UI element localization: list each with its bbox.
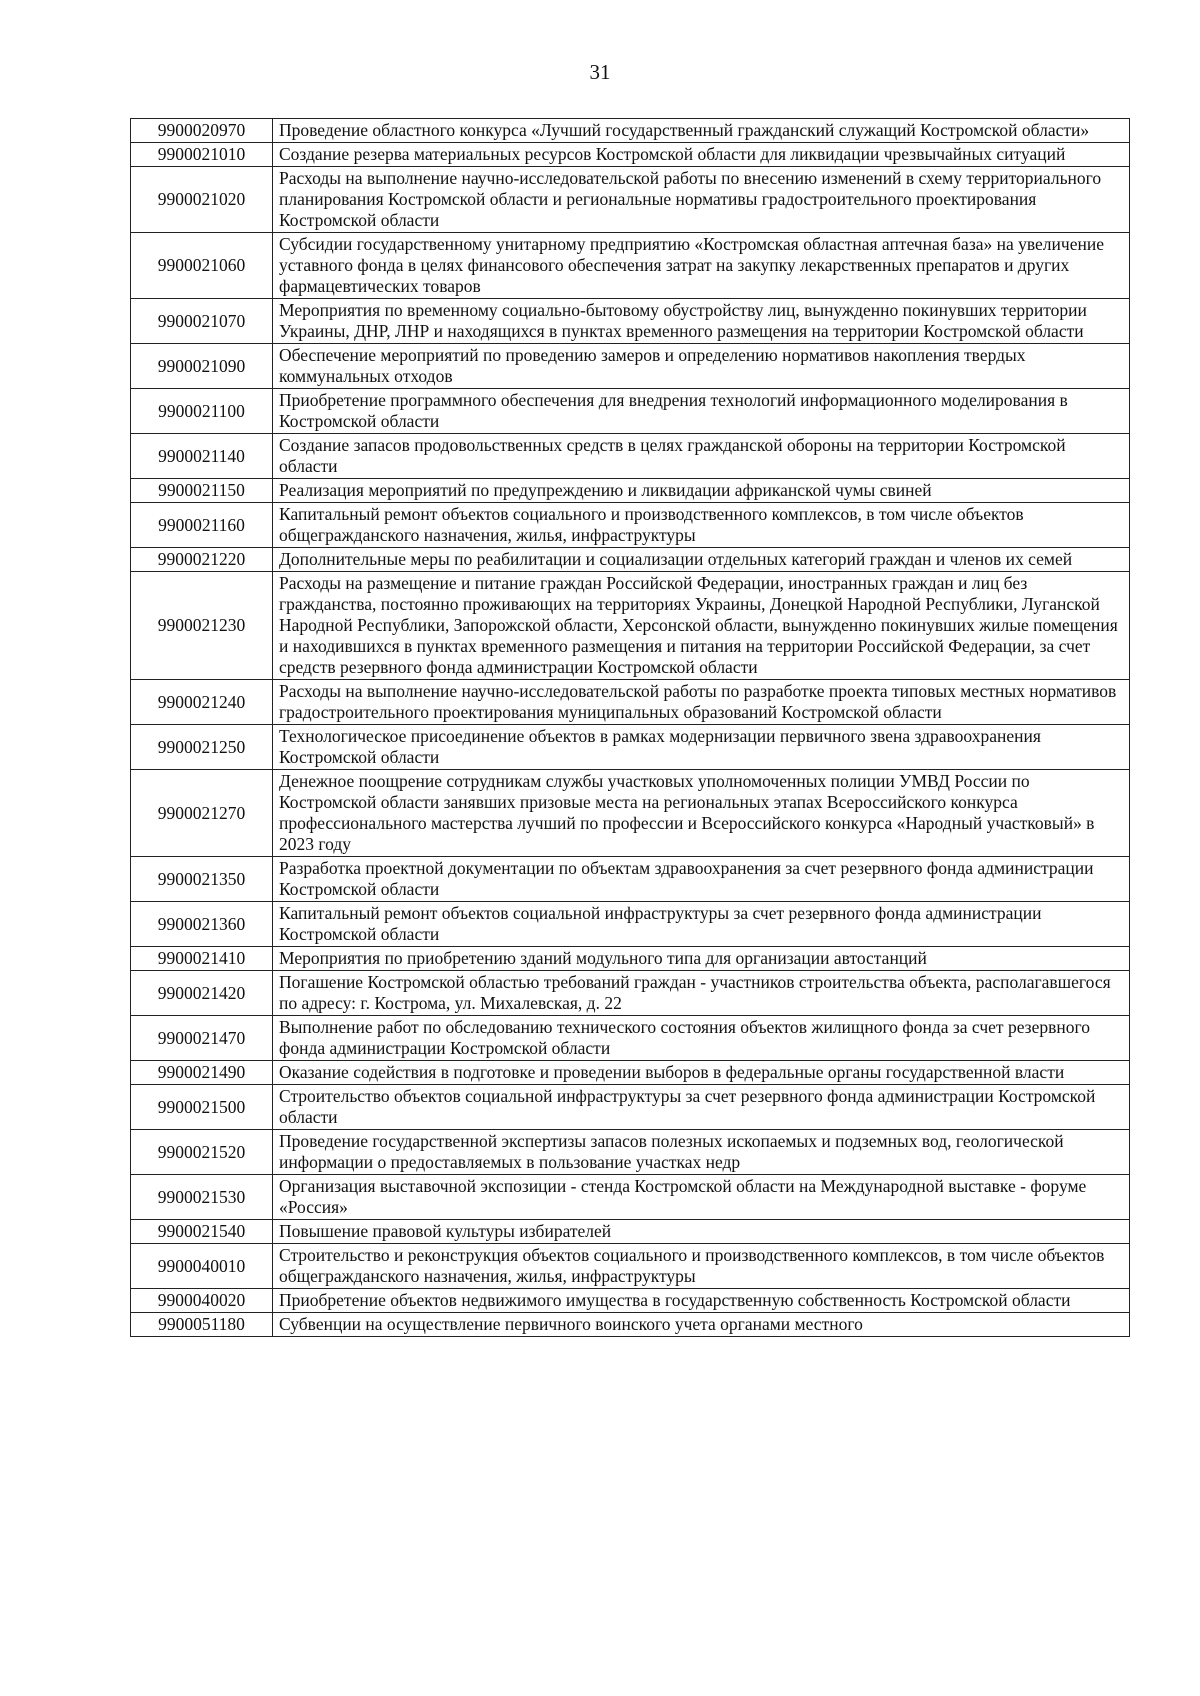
row-code-cell: 9900040020 bbox=[131, 1289, 273, 1313]
row-code-cell: 9900021100 bbox=[131, 389, 273, 434]
table-row bbox=[131, 548, 1130, 572]
table-row bbox=[131, 1289, 1130, 1313]
table-row bbox=[131, 344, 1130, 389]
row-description-cell: Проведение государственной экспертизы запасов полезных ископаемых и подземных вод, геологической информации о предоставляемых в пользование участках недр bbox=[273, 1130, 1130, 1175]
row-code-cell: 9900021410 bbox=[131, 947, 273, 971]
row-code-cell: 9900020970 bbox=[131, 119, 273, 143]
table-row bbox=[131, 971, 1130, 1016]
table-row bbox=[131, 725, 1130, 770]
row-description-cell: Создание резерва материальных ресурсов Костромской области для ликвидации чрезвычайных ситуаций bbox=[273, 143, 1130, 167]
table-row bbox=[131, 503, 1130, 548]
row-description-cell: Расходы на выполнение научно-исследовательской работы по внесению изменений в схему территориального планирования Костромской области и региональные нормативы градостроительного проектирования Костромской области bbox=[273, 167, 1130, 233]
row-description-cell: Субвенции на осуществление первичного воинского учета органами местного bbox=[273, 1313, 1130, 1337]
row-code-cell: 9900021070 bbox=[131, 299, 273, 344]
row-code-cell: 9900051180 bbox=[131, 1313, 273, 1337]
row-code-cell: 9900021420 bbox=[131, 971, 273, 1016]
row-description-cell: Мероприятия по временному социально-бытовому обустройству лиц, вынужденно покинувших территории Украины, ДНР, ЛНР и находящихся в пунктах временного размещения на территории Костромской области bbox=[273, 299, 1130, 344]
table-row bbox=[131, 1085, 1130, 1130]
row-description-cell: Создание запасов продовольственных средств в целях гражданской обороны на территории Костромской области bbox=[273, 434, 1130, 479]
table-row bbox=[131, 389, 1130, 434]
table-row bbox=[131, 1175, 1130, 1220]
table-row bbox=[131, 143, 1130, 167]
row-code-cell: 9900040010 bbox=[131, 1244, 273, 1289]
row-description-cell: Реализация мероприятий по предупреждению и ликвидации африканской чумы свиней bbox=[273, 479, 1130, 503]
table-row bbox=[131, 857, 1130, 902]
row-description-cell: Расходы на выполнение научно-исследовательской работы по разработке проекта типовых местных нормативов градостроительного проектирования муниципальных образований Костромской области bbox=[273, 680, 1130, 725]
row-code-cell: 9900021160 bbox=[131, 503, 273, 548]
row-description-cell: Строительство объектов социальной инфраструктуры за счет резервного фонда администрации Костромской области bbox=[273, 1085, 1130, 1130]
row-code-cell: 9900021010 bbox=[131, 143, 273, 167]
row-code-cell: 9900021470 bbox=[131, 1016, 273, 1061]
row-code-cell: 9900021540 bbox=[131, 1220, 273, 1244]
table-row bbox=[131, 1244, 1130, 1289]
row-description-cell: Разработка проектной документации по объектам здравоохранения за счет резервного фонда администрации Костромской области bbox=[273, 857, 1130, 902]
row-code-cell: 9900021500 bbox=[131, 1085, 273, 1130]
row-description-cell: Проведение областного конкурса «Лучший государственный гражданский служащий Костромской области» bbox=[273, 119, 1130, 143]
row-code-cell: 9900021230 bbox=[131, 572, 273, 680]
row-code-cell: 9900021360 bbox=[131, 902, 273, 947]
table-row bbox=[131, 1061, 1130, 1085]
table-row bbox=[131, 119, 1130, 143]
row-description-cell: Строительство и реконструкция объектов социального и производственного комплексов, в том числе объектов общегражданского назначения, жилья, инфраструктуры bbox=[273, 1244, 1130, 1289]
row-description-cell: Приобретение объектов недвижимого имущества в государственную собственность Костромской области bbox=[273, 1289, 1130, 1313]
table-body bbox=[131, 119, 1130, 1337]
row-description-cell: Технологическое присоединение объектов в рамках модернизации первичного звена здравоохранения Костромской области bbox=[273, 725, 1130, 770]
table-row bbox=[131, 434, 1130, 479]
table-row bbox=[131, 479, 1130, 503]
table-row bbox=[131, 572, 1130, 680]
row-description-cell: Денежное поощрение сотрудникам службы участковых уполномоченных полиции УМВД России по Костромской области занявших призовые места на региональных этапах Всероссийского конкурса профессионального мастерства лучший по профессии и Всероссийского конкурса «Народный участковый» в 2023 году bbox=[273, 770, 1130, 857]
table-row bbox=[131, 1130, 1130, 1175]
row-description-cell: Обеспечение мероприятий по проведению замеров и определению нормативов накопления твердых коммунальных отходов bbox=[273, 344, 1130, 389]
row-code-cell: 9900021240 bbox=[131, 680, 273, 725]
row-description-cell: Приобретение программного обеспечения для внедрения технологий информационного моделирования в Костромской области bbox=[273, 389, 1130, 434]
row-code-cell: 9900021350 bbox=[131, 857, 273, 902]
table-row bbox=[131, 770, 1130, 857]
page-number: 31 bbox=[589, 60, 611, 84]
row-description-cell: Расходы на размещение и питание граждан Российской Федерации, иностранных граждан и лиц без гражданства, постоянно проживающих на территориях Украины, Донецкой Народной Республики, Луганской Народной Республики, Запорожской области, Херсонской области, вынужденно покинувших жилые помещения и находившихся в пунктах временного размещения и питания на территории Российской Федерации, за счет средств резервного фонда администрации Костромской области bbox=[273, 572, 1130, 680]
budget-code-table bbox=[130, 118, 1130, 1337]
row-description-cell: Капитальный ремонт объектов социальной инфраструктуры за счет резервного фонда администрации Костромской области bbox=[273, 902, 1130, 947]
row-description-cell: Дополнительные меры по реабилитации и социализации отдельных категорий граждан и членов их семей bbox=[273, 548, 1130, 572]
table-row bbox=[131, 902, 1130, 947]
row-description-cell: Субсидии государственному унитарному предприятию «Костромская областная аптечная база» на увеличение уставного фонда в целях финансового обеспечения затрат на закупку лекарственных препаратов и других фармацевтических товаров bbox=[273, 233, 1130, 299]
row-code-cell: 9900021090 bbox=[131, 344, 273, 389]
table-row bbox=[131, 299, 1130, 344]
row-description-cell: Мероприятия по приобретению зданий модульного типа для организации автостанций bbox=[273, 947, 1130, 971]
row-description-cell: Повышение правовой культуры избирателей bbox=[273, 1220, 1130, 1244]
row-description-cell: Выполнение работ по обследованию технического состояния объектов жилищного фонда за счет резервного фонда администрации Костромской области bbox=[273, 1016, 1130, 1061]
row-code-cell: 9900021140 bbox=[131, 434, 273, 479]
row-code-cell: 9900021520 bbox=[131, 1130, 273, 1175]
row-code-cell: 9900021250 bbox=[131, 725, 273, 770]
table-row bbox=[131, 947, 1130, 971]
row-code-cell: 9900021490 bbox=[131, 1061, 273, 1085]
row-code-cell: 9900021270 bbox=[131, 770, 273, 857]
row-description-cell: Организация выставочной экспозиции - стенда Костромской области на Международной выставке - форуме «Россия» bbox=[273, 1175, 1130, 1220]
row-description-cell: Капитальный ремонт объектов социального и производственного комплексов, в том числе объектов общегражданского назначения, жилья, инфраструктуры bbox=[273, 503, 1130, 548]
table-row bbox=[131, 680, 1130, 725]
row-description-cell: Оказание содействия в подготовке и проведении выборов в федеральные органы государственной власти bbox=[273, 1061, 1130, 1085]
table-row bbox=[131, 1313, 1130, 1337]
row-code-cell: 9900021220 bbox=[131, 548, 273, 572]
table-row bbox=[131, 1016, 1130, 1061]
table-row bbox=[131, 1220, 1130, 1244]
row-description-cell: Погашение Костромской областью требований граждан - участников строительства объекта, располагавшегося по адресу: г. Кострома, ул. Михалевская, д. 22 bbox=[273, 971, 1130, 1016]
row-code-cell: 9900021530 bbox=[131, 1175, 273, 1220]
table-row bbox=[131, 233, 1130, 299]
row-code-cell: 9900021060 bbox=[131, 233, 273, 299]
row-code-cell: 9900021020 bbox=[131, 167, 273, 233]
table-row bbox=[131, 167, 1130, 233]
row-code-cell: 9900021150 bbox=[131, 479, 273, 503]
